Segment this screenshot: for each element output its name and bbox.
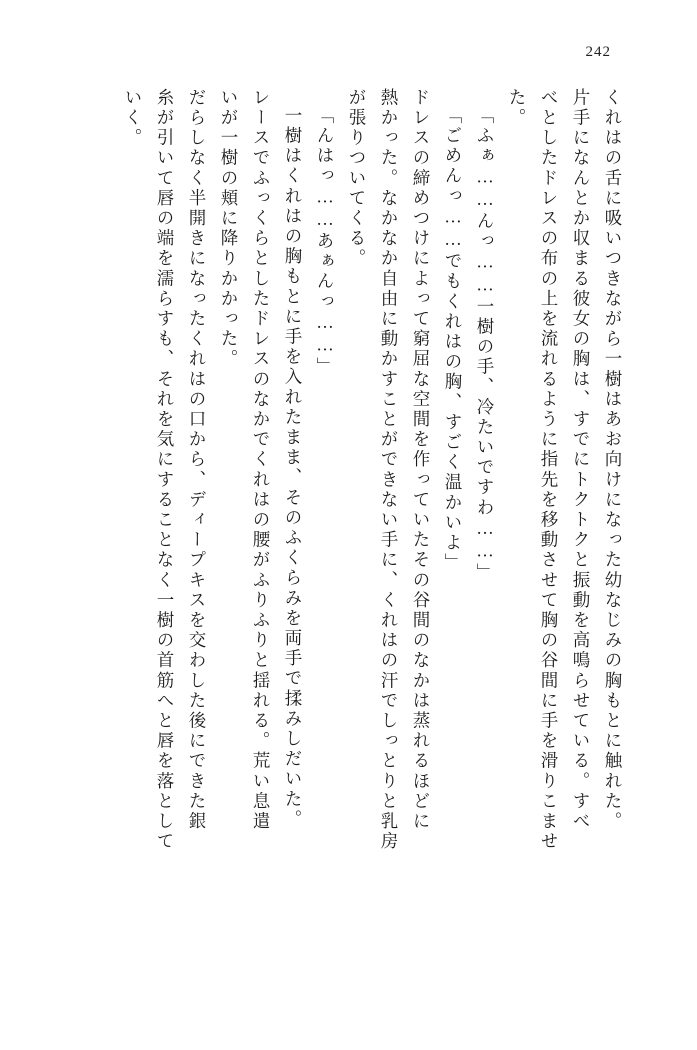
text-line: 片手になんとか収まる彼女の胸は、すでにトクトクと振動を高鳴らせている。すべ bbox=[571, 88, 591, 832]
text-line: いが一樹の頬に降りかかった。 bbox=[219, 88, 239, 370]
text-line: た。 bbox=[507, 88, 527, 129]
text-line: べとしたドレスの布の上を流れるように指先を移動させて胸の谷間に手を滑りこませ bbox=[539, 88, 559, 852]
text-line: 一樹はくれはの胸もとに手を入れたまま、そのふくらみを両手で揉みしだいた。 bbox=[283, 106, 303, 830]
page-number: 242 bbox=[585, 44, 611, 60]
vertical-text-body bbox=[58, 88, 621, 988]
text-line: が張りついてくる。 bbox=[347, 88, 367, 269]
text-line: だらしなく半開きになったくれはの口から、ディープキスを交わした後にできた銀 bbox=[187, 88, 207, 832]
text-line: 「ふぁ……んっ……一樹の手、冷たいですわ……」 bbox=[475, 106, 495, 584]
text-line: 「んはっ……あぁんっ……」 bbox=[315, 106, 335, 378]
text-line: 「ごめんっ……でもくれはの胸、すごく温かいよ」 bbox=[443, 106, 463, 574]
text-line: ドレスの締めつけによって窮屈な空間を作っていたその谷間のなかは蒸れるほどに bbox=[411, 88, 431, 832]
text-line: 糸が引いて唇の端を濡らすも、それを気にすることなく一樹の首筋へと唇を落として bbox=[155, 88, 175, 852]
text-line: レースでふっくらとしたドレスのなかでくれはの腰がふりふりと揺れる。荒い息遣 bbox=[251, 88, 271, 832]
text-line: 熱かった。なかなか自由に動かすことができない手に、くれはの汗でしっとりと乳房 bbox=[379, 88, 399, 852]
text-line: くれはの舌に吸いつきながら一樹はあお向けになった幼なじみの胸もとに触れた。 bbox=[603, 88, 623, 832]
text-line: いく。 bbox=[123, 88, 143, 149]
